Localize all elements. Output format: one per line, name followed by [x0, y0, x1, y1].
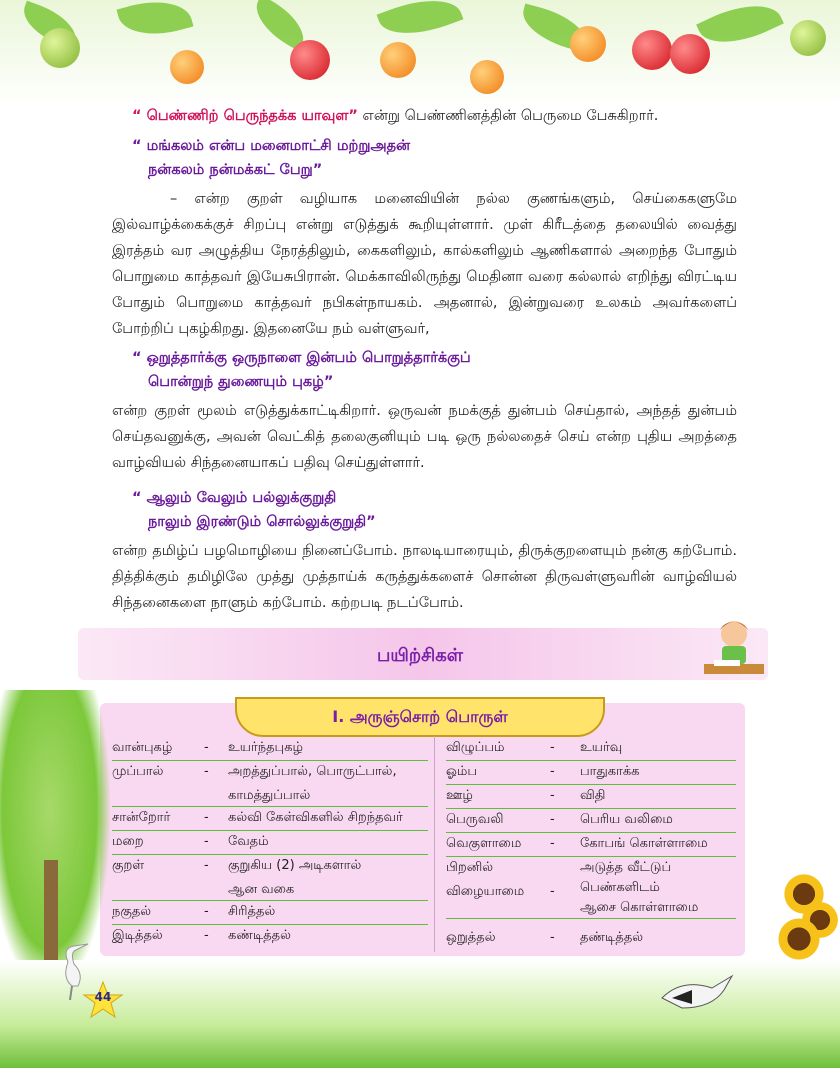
glossary-term: ஓம்ப: [446, 764, 478, 779]
quote-4-line-1: “ ஆலும் வேலும் பல்லுக்குறுதி: [132, 490, 337, 506]
glossary-meaning: உயர்ந்தபுகழ்: [228, 740, 303, 755]
paragraph-3: என்ற தமிழ்ப் பழமொழியை நினைப்போம். நாலடியாரையும், திருக்குறளையும் நன்கு கற்போம். தித்திக்கும் தமிழிலே முத்து முத்தாய்க் கருத்துக்களைச் சொன்ன திருவள்ளுவரின் வாழ்வியல் சிந்தனைகளை நாளும் கற்போம். கற்றபடி நடப்போம்.: [112, 543, 737, 611]
glossary-dash: -: [204, 764, 209, 779]
glossary-meaning: கல்வி கேள்விகளில் சிறந்தவர்: [228, 810, 403, 825]
glossary-meaning-cont: ஆசை கொள்ளாமை: [580, 900, 699, 915]
orange-icon: [170, 50, 204, 84]
glossary-meaning: பாதுகாக்க: [580, 764, 640, 779]
cherry-icon: [670, 34, 710, 74]
glossary-term: குறள்: [112, 858, 145, 873]
fruit-branch-banner: [0, 0, 840, 108]
row-divider: [446, 808, 736, 809]
glossary-dash: -: [204, 928, 209, 943]
glossary-dash: -: [550, 836, 555, 851]
glossary-dash: -: [204, 834, 209, 849]
orange-icon: [380, 42, 416, 78]
glossary-term: நகுதல்: [112, 904, 152, 919]
quote-1-rest: என்று பெண்ணினத்தின் பெருமை பேசுகிறார்.: [357, 108, 659, 124]
quote-2-line-1: “ மங்கலம் என்ப மனைமாட்சி மற்றுஅதன்: [132, 138, 411, 154]
glossary-term: முப்பால்: [112, 764, 164, 779]
cherry-icon: [632, 30, 672, 70]
glossary-meaning: பெரிய வலிமை: [580, 812, 673, 827]
row-divider: [446, 760, 736, 761]
glossary-heading-tab: [235, 697, 605, 737]
quote-3: [132, 346, 471, 394]
glossary-meaning: தண்டித்தல்: [580, 930, 644, 945]
row-divider: [112, 900, 428, 901]
glossary-dash: -: [204, 904, 209, 919]
sunflower-icon: [776, 916, 822, 962]
glossary-term: சான்றோர்: [112, 810, 171, 825]
exercise-title: பயிற்சிகள்: [377, 645, 463, 666]
quote-1-highlight: “ பெண்ணிற் பெருந்தக்க யாவுள”: [132, 108, 358, 124]
page-number: 44: [94, 990, 112, 1004]
glossary-meaning: அடுத்த வீட்டுப்: [580, 860, 672, 875]
glossary-term: ஊழ்: [446, 788, 473, 803]
apple-icon: [40, 28, 80, 68]
glossary-dash: -: [550, 812, 555, 827]
glossary-term: ஒறுத்தல்: [446, 930, 496, 945]
glossary-dash: -: [204, 810, 209, 825]
glossary-meaning: கோபங் கொள்ளாமை: [580, 836, 708, 851]
glossary-meaning: வேதம்: [228, 834, 269, 849]
glossary-term: பெருவலி: [446, 812, 504, 827]
glossary-dash: -: [550, 764, 555, 779]
row-divider: [112, 760, 428, 761]
glossary-term: வெகுளாமை: [446, 836, 522, 851]
orange-icon: [570, 26, 606, 62]
student-writing-illustration: [700, 614, 768, 682]
glossary-meaning: அறத்துப்பால், பொருட்பால்,: [228, 764, 397, 779]
row-divider: [112, 806, 428, 807]
glossary-meaning-cont: பெண்களிடம்: [580, 880, 660, 895]
glossary-dash: -: [550, 788, 555, 803]
glossary-term: விழுப்பம்: [446, 740, 505, 755]
row-divider: [112, 924, 428, 925]
quote-2: [132, 134, 410, 182]
glossary-dash: -: [204, 740, 209, 755]
glossary-meaning: சிரித்தல்: [228, 904, 276, 919]
apple-icon: [790, 20, 826, 56]
glossary-term: பிறனில்: [446, 860, 494, 875]
glossary-meaning: உயர்வு: [580, 740, 623, 755]
glossary-term-cont: விழையாமை: [446, 884, 525, 899]
glossary-dash: -: [550, 884, 555, 899]
row-divider: [446, 784, 736, 785]
stork-icon: [652, 968, 742, 1018]
cherry-icon: [290, 40, 330, 80]
glossary-dash: -: [204, 858, 209, 873]
glossary-heading: I. அருஞ்சொற் பொருள்: [332, 707, 508, 726]
quote-3-line-2: பொன்றுந் துணையும் புகழ்”: [148, 374, 334, 390]
glossary-column-divider: [434, 736, 435, 952]
row-divider: [446, 832, 736, 833]
quote-4-line-2: நாலும் இரண்டும் சொல்லுக்குறுதி”: [148, 514, 376, 530]
glossary-meaning-cont: ஆன வகை: [228, 882, 295, 897]
row-divider: [446, 918, 736, 919]
glossary-term: வான்புகழ்: [112, 740, 173, 755]
glossary-meaning: குறுகிய (2) அடிகளால்: [228, 858, 362, 873]
paragraph-2: என்ற குறள் மூலம் எடுத்துக்காட்டிகிறார். ஒருவன் நமக்குத் துன்பம் செய்தால், அந்தத் துன்பம் செய்தவனுக்கு, அவன் வெட்கித் தலைகுனியும் படி ஒரு நல்லதைச் செய் என்ற புதிய அறத்தை வாழ்வியல் சிந்தனையாகப் பதிவு செய்துள்ளார்.: [112, 403, 737, 471]
quote-1: [132, 104, 658, 128]
paragraph-1: – என்ற குறள் வழியாக மனைவியின் நல்ல குணங்களும், செய்கைகளுமே இல்வாழ்க்கைக்குச் சிறப்பு என்று எடுத்துக் கூறியுள்ளார். முள் கிரீடத்தை தலையில் வைத்து இரத்தம் வர அழுத்திய நேரத்திலும், கைகளிலும், கால்களிலும் ஆணிகளால் அறைந்த போதும் பொறுமை காத்தவர் இயேசுபிரான். மெக்காவிலிருந்து மெதினா வரை கல்லால் எறிந்து விரட்டிய போதும் பொறுமை காத்தவர் நபிகள்நாயகம். அதனால், இன்றுவரை உலகம் அவர்களைப் போற்றிப் புகழ்கிறது. இதனையே நம் வள்ளுவர்,: [112, 191, 737, 337]
row-divider: [446, 856, 736, 857]
glossary-term: இடித்தல்: [112, 928, 163, 943]
quote-3-line-1: “ ஒறுத்தார்க்கு ஒருநாளை இன்பம் பொறுத்தார்க்குப்: [132, 350, 471, 366]
glossary-dash: -: [550, 930, 555, 945]
quote-4: [132, 486, 376, 534]
quote-2-line-2: நன்கலம் நன்மக்கட் பேறு”: [148, 162, 323, 178]
glossary-dash: -: [550, 740, 555, 755]
row-divider: [112, 854, 428, 855]
row-divider: [112, 830, 428, 831]
glossary-meaning: விதி: [580, 788, 606, 803]
glossary-meaning: கண்டித்தல்: [228, 928, 291, 943]
glossary-term: மறை: [112, 834, 144, 849]
glossary-meaning-cont: காமத்துப்பால்: [228, 788, 311, 803]
orange-icon: [470, 60, 504, 94]
